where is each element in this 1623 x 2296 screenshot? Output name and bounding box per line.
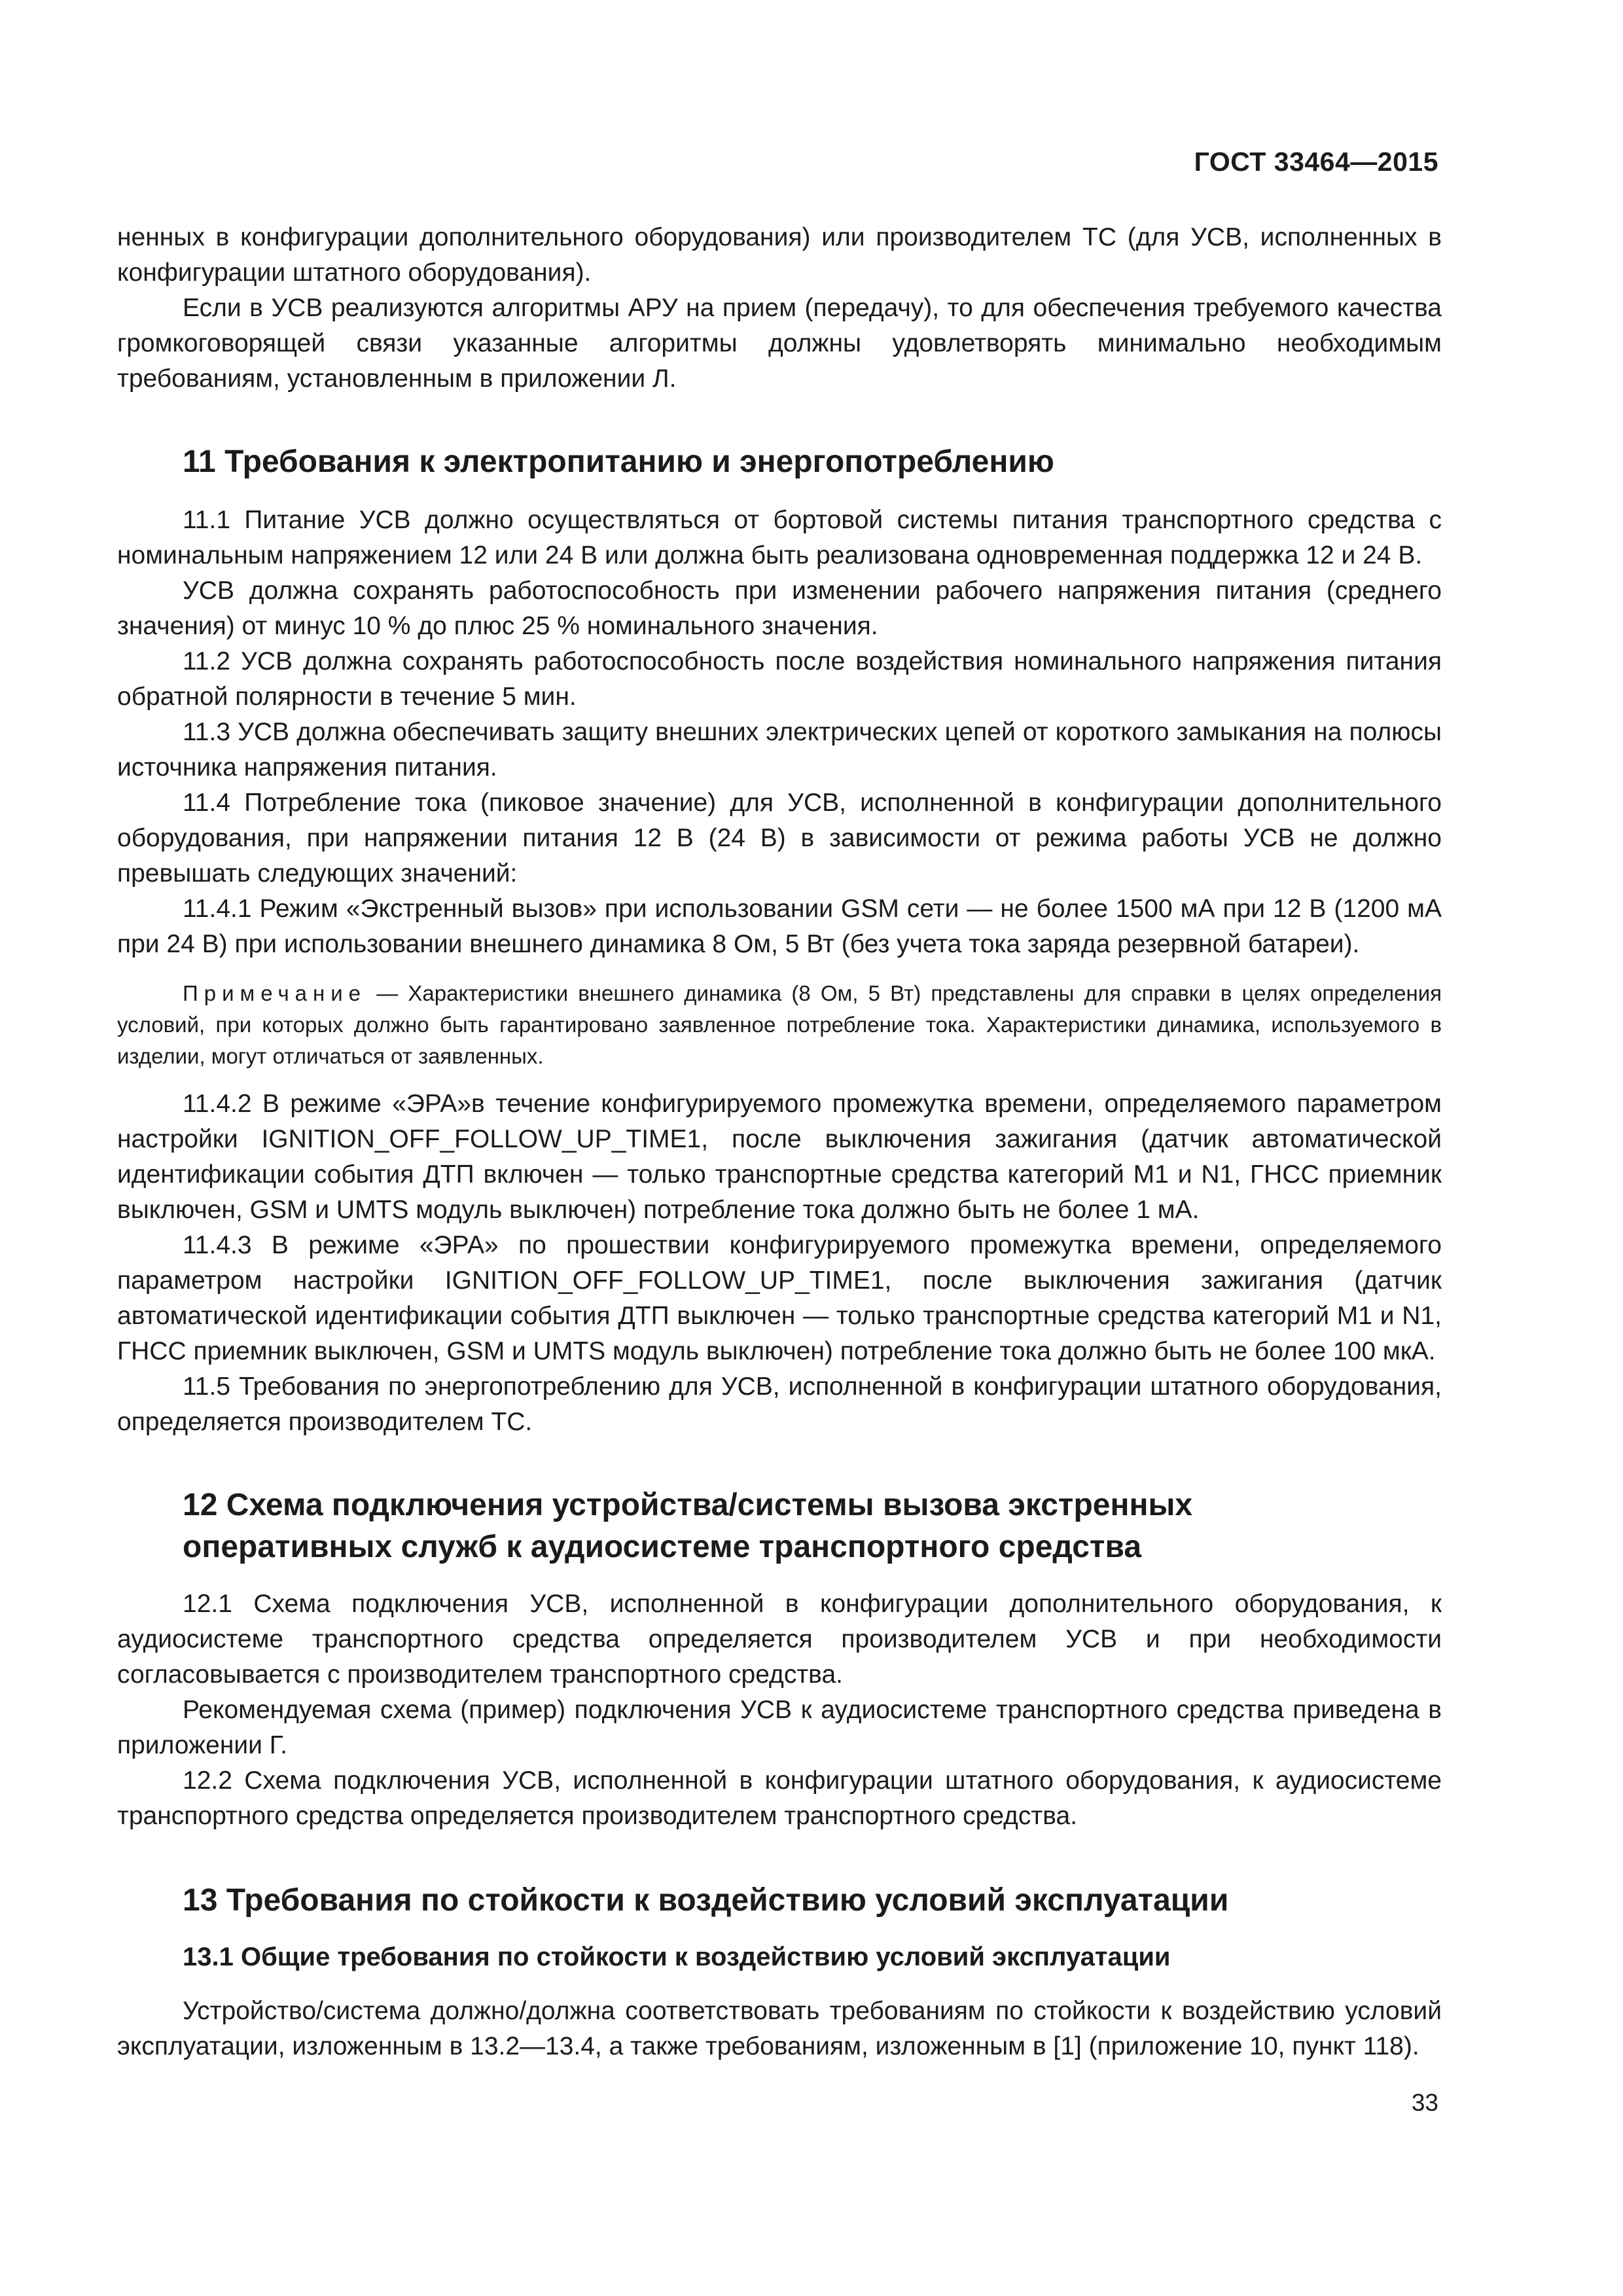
page-number: 33 [1411,2089,1438,2116]
paragraph-11-4: 11.4 Потребление тока (пиковое значение) для УСВ, исполненной в конфигурации дополнительного оборудования, при напряжении питания 12 В (24 В) в зависимости от режима работы УСВ не должно превышать следующих значений: [117,789,1442,888]
paragraph-11-4-1: 11.4.1 Режим «Экстренный вызов» при использовании GSM сети — не более 1500 мА при 12 В (1200 мА при 24 В) при использовании внешнего динамика 8 Ом, 5 Вт (без учета тока заряда резервной батареи). [117,895,1442,958]
page-content [117,220,1442,2064]
paragraph-11-1: 11.1 Питание УСВ должно осуществляться от бортовой системы питания транспортного средства с номинальным напряжением 12 или 24 В или должна быть реализована одновременная поддержка 12 и 24 В. [117,506,1442,569]
paragraph: Рекомендуемая схема (пример) подключения УСВ к аудиосистеме транспортного средства приведена в приложении Г. [117,1696,1442,1759]
paragraph: УСВ должна сохранять работоспособность при изменении рабочего напряжения питания (среднего значения) от минус 10 % до плюс 25 % номинального значения. [117,577,1442,640]
subsection-13-1-heading: 13.1 Общие требования по стойкости к воздействию условий эксплуатации [183,1943,1171,1971]
paragraph-continuation: ненных в конфигурации дополнительного оборудования) или производителем ТС (для УСВ, исполненных в конфигурации штатного оборудования). [117,223,1442,287]
paragraph: Если в УСВ реализуются алгоритмы АРУ на прием (передачу), то для обеспечения требуемого качества громкоговорящей связи указанные алгоритмы должны удовлетворять минимально необходимым требованиям, установленным в приложении Л. [117,294,1442,393]
paragraph-13-1: Устройство/система должно/должна соответствовать требованиям по стойкости к воздействию условий эксплуатации, изложенным в 13.2—13.4, а также требованиям, изложенным в [1] (приложение 10, пункт 118). [117,1997,1442,2060]
section-13-heading: 13 Требования по стойкости к воздействию условий эксплуатации [183,1883,1229,1918]
paragraph-11-5: 11.5 Требования по энергопотреблению для УСВ, исполненной в конфигурации штатного оборудования, определяется производителем ТС. [117,1372,1442,1436]
section-12-heading-line-1: 12 Схема подключения устройства/системы вызова экстренных [183,1488,1193,1522]
paragraph-12-2: 12.2 Схема подключения УСВ, исполненной в конфигурации штатного оборудования, к аудиосистеме транспортного средства определяется производителем транспортного средства. [117,1767,1442,1830]
section-12-heading-line-2: оперативных служб к аудиосистеме транспортного средства [183,1530,1142,1564]
section-11-heading: 11 Требования к электропитанию и энергопотреблению [183,444,1054,479]
document-code: ГОСТ 33464—2015 [1194,147,1438,177]
paragraph-12-1: 12.1 Схема подключения УСВ, исполненной в конфигурации дополнительного оборудования, к аудиосистеме транспортного средства определяется производителем УСВ и при необходимости согласовывается с производителем транспортного средства. [117,1590,1442,1689]
note-label: Примечание [183,981,367,1005]
paragraph-11-2: 11.2 УСВ должна сохранять работоспособность после воздействия номинального напряжения питания обратной полярности в течение 5 мин. [117,647,1442,711]
paragraph-11-4-2: 11.4.2 В режиме «ЭРА»в течение конфигурируемого промежутка времени, определяемого параметром настройки IGNITION_OFF_FOLLOW_UP_TIME1, после выключения зажигания (датчик автоматической идентификации события ДТП включен — только транспортные средства категорий М1 и N1, ГНСС приемник выключен, GSM и UMTS модуль выключен) потребление тока должно быть не более 1 мА. [117,1090,1442,1224]
section-12-heading [117,1484,1442,1568]
note-text: — Характеристики внешнего динамика (8 Ом, 5 Вт) представлены для справки в целях определения условий, при которых должно быть гарантировано заявленное потребление тока. Характеристики динамика, используемого в изделии, могут отличаться от заявленных. [117,981,1442,1068]
paragraph-11-4-3: 11.4.3 В режиме «ЭРА» по прошествии конфигурируемого промежутка времени, определяемого параметром настройки IGNITION_OFF_FOLLOW_UP_TIME1, после выключения зажигания (датчик автоматической идентификации события ДТП выключен — только транспортные средства категорий М1 и N1, ГНСС приемник выключен, GSM и UMTS модуль выключен) потребление тока должно быть не более 100 мкА. [117,1231,1442,1365]
paragraph-11-3: 11.3 УСВ должна обеспечивать защиту внешних электрических цепей от короткого замыкания на полюсы источника напряжения питания. [117,718,1442,781]
note [117,978,1442,1072]
